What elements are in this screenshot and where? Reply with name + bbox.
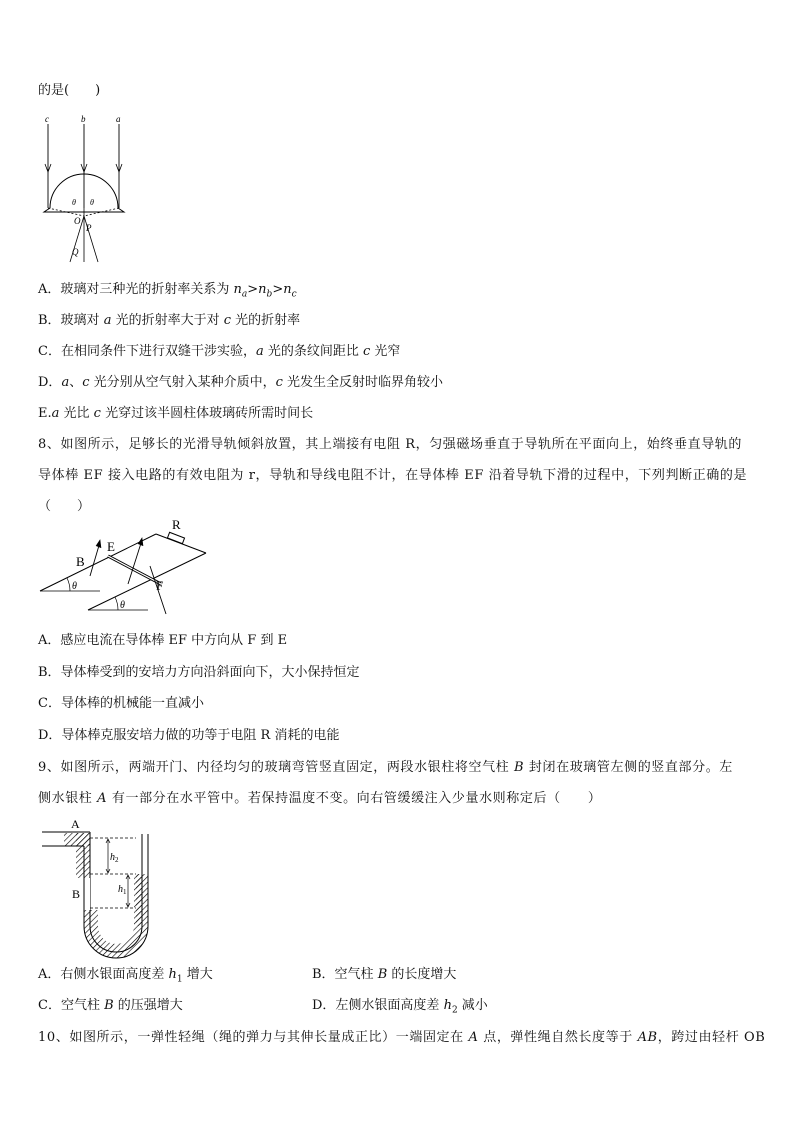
q7-option-a: A．玻璃对三种光的折射率关系为 $n_a>n_b>n_c$ [38, 282, 297, 300]
q7-option-c: C．在相同条件下进行双缝干涉实验，a 光的条纹间距比 c 光窄 [38, 344, 401, 359]
rod-end-e-label: E [107, 539, 115, 554]
q10-stem-line1: 10、如图所示，一弹性轻绳（绳的弹力与其伸长量成正比）一端固定在 A 点，弹性绳自然长度等于 AB，跨过由轻杆 OB [38, 1030, 766, 1045]
q8-option-b: B．导体棒受到的安培力方向沿斜面向下，大小保持恒定 [38, 665, 360, 680]
point-o-label: O [74, 216, 81, 226]
ray-c-label: c [45, 114, 49, 124]
q7-option-b: B．玻璃对 a 光的折射率大于对 c 光的折射率 [38, 313, 301, 328]
point-q-label: Q [72, 247, 79, 257]
q7-option-d: D．a、c 光分别从空气射入某种介质中，c 光发生全反射时临界角较小 [38, 375, 444, 390]
air-column-b-label: B [72, 887, 81, 901]
q9-option-d: D．左侧水银面高度差 $h_2$ 减小 [312, 998, 488, 1016]
q8-option-c: C．导体棒的机械能一直减小 [38, 696, 204, 711]
q8-stem-line3: （ ） [38, 499, 91, 514]
rod-end-f-label: F [156, 578, 164, 593]
q9-stem-line2: 侧水银柱 A 有一部分在水平管中。若保持温度不变。向右管缓缓注入少量水则称定后（ ） [38, 791, 602, 806]
q9-stem-line1: 9、如图所示，两端开门、内径均匀的玻璃弯管竖直固定，两段水银柱将空气柱 B 封闭在玻璃管左侧的竖直部分。左 [38, 760, 733, 775]
ray-a-label: a [116, 114, 121, 124]
field-b-label: B [76, 554, 85, 569]
angle-left-label: θ [72, 198, 76, 207]
q9-option-a: A．右侧水银面高度差 $h_1$ 增大 [38, 967, 213, 985]
ray-b-label: b [81, 114, 86, 124]
q7-option-e: E.a 光比 c 光穿过该半圆柱体玻璃砖所需时间长 [38, 406, 314, 421]
angle-right-label: θ [90, 198, 94, 207]
q9-option-b: B．空气柱 B 的长度增大 [312, 967, 457, 982]
q8-stem-line1: 8、如图所示，足够长的光滑导轨倾斜放置，其上端接有电阻 R，匀强磁场垂直于导轨所在平面向上，始终垂直导轨的 [38, 437, 742, 452]
point-p-label: P [86, 223, 92, 233]
h2-label: $h_2$ [110, 852, 119, 864]
q9-figure [38, 816, 158, 958]
q7-stem-tail: 的是( ) [38, 83, 101, 98]
q8-figure [38, 517, 218, 616]
q7-figure [38, 112, 138, 262]
resistor-r-label: R [172, 517, 181, 532]
angle-theta-1-label: θ [72, 581, 77, 592]
q8-option-d: D．导体棒克服安培力做的功等于电阻 R 消耗的电能 [38, 728, 340, 743]
q9-option-c: C．空气柱 B 的压强增大 [38, 998, 183, 1013]
q8-stem-line2: 导体棒 EF 接入电路的有效电阻为 r，导轨和导线电阻不计，在导体棒 EF 沿着导轨下滑的过程中，下列判断正确的是 [38, 468, 748, 483]
angle-theta-2-label: θ [120, 600, 125, 611]
h1-label: $h_1$ [118, 884, 127, 896]
q8-option-a: A．感应电流在导体棒 EF 中方向从 F 到 E [38, 633, 288, 648]
mercury-a-label: A [71, 817, 80, 831]
